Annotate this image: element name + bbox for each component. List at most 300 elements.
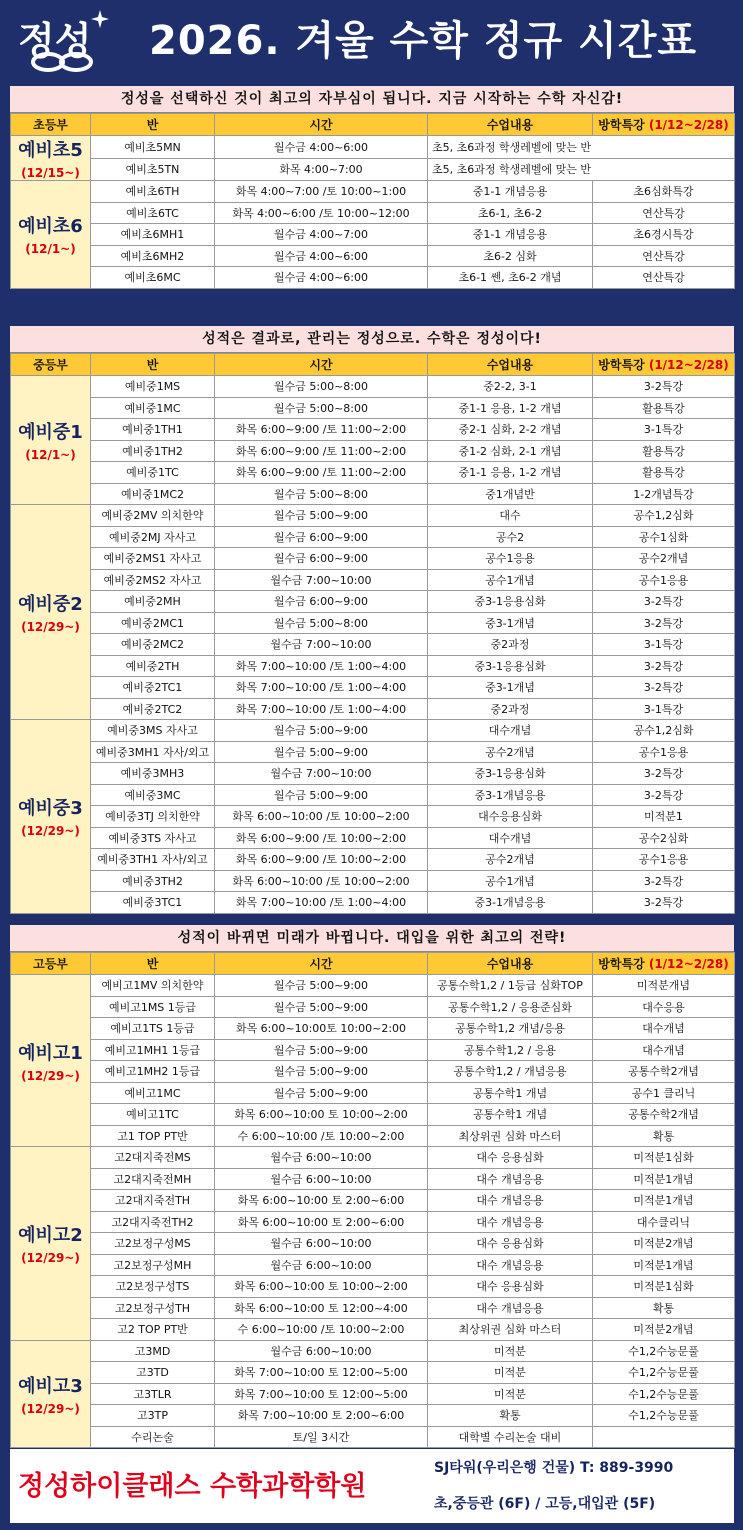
content-cell: 대수개념 xyxy=(428,827,593,849)
header-special-period: (1/12~2/28) xyxy=(648,358,729,372)
content-cell: 초6-1 쎈, 초6-2 개념 xyxy=(428,267,593,289)
schedule-section xyxy=(10,326,734,914)
class-name-cell: 예비중1TH1 xyxy=(91,419,215,441)
header-division: 중등부 xyxy=(11,354,91,376)
time-cell: 화목 6:00~10:00 /토 10:00~2:00 xyxy=(215,806,428,828)
group-cell xyxy=(11,1147,91,1341)
academy-address: SJ타워(우리은행 건물) T: 889-3990 xyxy=(434,1460,674,1476)
section-banner: 정성을 선택하신 것이 최고의 자부심이 됩니다. 지금 시작하는 수학 자신감! xyxy=(10,86,734,113)
time-cell: 월수금 6:00~10:00 xyxy=(215,1147,428,1169)
time-cell: 화목 7:00~10:00 /토 1:00~4:00 xyxy=(215,655,428,677)
academy-name: 정성하이클래스 수학과학학원 xyxy=(18,1471,367,1502)
special-cell: 공수1응용 xyxy=(593,849,735,871)
class-name-cell: 예비고1TS 1등급 xyxy=(91,1018,215,1040)
class-name-cell: 고2대지죽전MS xyxy=(91,1147,215,1169)
table-row xyxy=(11,720,735,742)
time-cell: 화목 7:00~10:00 토 12:00~5:00 xyxy=(215,1383,428,1405)
content-cell: 중3-1개념 xyxy=(428,677,593,699)
content-cell: 대수 응용심화 xyxy=(428,1147,593,1169)
class-name-cell: 예비중2MC2 xyxy=(91,634,215,656)
table-row xyxy=(11,224,735,246)
table-row xyxy=(11,655,735,677)
table-row xyxy=(11,677,735,699)
time-cell: 화목 6:00~9:00 /토 10:00~2:00 xyxy=(215,827,428,849)
content-cell: 공통수학1,2 / 응용 xyxy=(428,1039,593,1061)
group-name: 예비초5 xyxy=(18,140,83,161)
table-row xyxy=(11,806,735,828)
header-time: 시간 xyxy=(215,953,428,975)
content-cell: 최상위권 심화 마스터 xyxy=(428,1125,593,1147)
content-cell: 초5, 초6과정 학생레벨에 맞는 반 xyxy=(428,136,735,159)
time-cell: 화목 7:00~10:00 /토 1:00~4:00 xyxy=(215,892,428,914)
special-cell: 수1,2수능문풀 xyxy=(593,1362,735,1384)
class-name-cell: 고2대지죽전TH2 xyxy=(91,1211,215,1233)
class-name-cell: 예비중1TC xyxy=(91,462,215,484)
group-cell xyxy=(11,1340,91,1448)
content-cell: 미적분 xyxy=(428,1362,593,1384)
group-start-date: (12/29~) xyxy=(21,1251,80,1266)
table-row xyxy=(11,483,735,505)
table-row xyxy=(11,591,735,613)
schedule-table xyxy=(10,113,735,289)
table-row xyxy=(11,870,735,892)
table-row xyxy=(11,1104,735,1126)
table-row xyxy=(11,1190,735,1212)
special-cell: 활용특강 xyxy=(593,462,735,484)
table-row xyxy=(11,505,735,527)
content-cell: 중2과정 xyxy=(428,634,593,656)
content-cell: 대수개념 xyxy=(428,720,593,742)
table-header-row xyxy=(11,114,735,136)
header-class: 반 xyxy=(91,953,215,975)
group-cell xyxy=(11,720,91,914)
content-cell: 중1-2 심화, 2-1 개념 xyxy=(428,440,593,462)
time-cell: 월수금 6:00~10:00 xyxy=(215,1168,428,1190)
header-special-label: 방학특강 xyxy=(598,957,645,971)
special-cell: 미적분1 xyxy=(593,806,735,828)
class-name-cell: 고3TLR xyxy=(91,1383,215,1405)
class-name-cell: 예비중2MJ 자사고 xyxy=(91,526,215,548)
content-cell: 중3-1개념응용 xyxy=(428,784,593,806)
time-cell: 월수금 5:00~8:00 xyxy=(215,376,428,398)
special-cell: 미적분개념 xyxy=(593,975,735,997)
class-name-cell: 예비고1MC xyxy=(91,1082,215,1104)
class-name-cell: 예비중3TC1 xyxy=(91,892,215,914)
header-special xyxy=(593,114,735,136)
table-row xyxy=(11,1340,735,1362)
table-row xyxy=(11,1018,735,1040)
content-cell: 확통 xyxy=(428,1405,593,1427)
time-cell: 월수금 5:00~9:00 xyxy=(215,1039,428,1061)
special-cell: 초6경시특강 xyxy=(593,224,735,246)
class-name-cell: 예비중2MS2 자사고 xyxy=(91,569,215,591)
content-cell: 중1-1 개념응용 xyxy=(428,224,593,246)
table-row xyxy=(11,1147,735,1169)
time-cell: 화목 6:00~9:00 /토 11:00~2:00 xyxy=(215,440,428,462)
class-name-cell: 예비고1MS 1등급 xyxy=(91,996,215,1018)
class-name-cell: 예비초5TN xyxy=(91,158,215,181)
special-cell: 미적분1개념 xyxy=(593,1254,735,1276)
content-cell: 중1-1 개념응용 xyxy=(428,181,593,203)
content-cell: 공통수학1 개념 xyxy=(428,1082,593,1104)
section-banner: 성적은 결과로, 관리는 정성으로. 수학은 정성이다! xyxy=(10,326,734,353)
class-name-cell: 고3TP xyxy=(91,1405,215,1427)
table-row xyxy=(11,892,735,914)
time-cell: 화목 6:00~10:00토 10:00~2:00 xyxy=(215,1018,428,1040)
special-cell: 수1,2수능문풀 xyxy=(593,1405,735,1427)
table-row xyxy=(11,548,735,570)
schedule-section xyxy=(10,925,734,1448)
time-cell: 화목 4:00~7:00 /토 10:00~1:00 xyxy=(215,181,428,203)
special-cell: 미적분2개념 xyxy=(593,1319,735,1341)
table-row xyxy=(11,440,735,462)
table-header-row xyxy=(11,953,735,975)
special-cell: 1-2개념특강 xyxy=(593,483,735,505)
time-cell: 월수금 6:00~9:00 xyxy=(215,591,428,613)
group-name: 예비고1 xyxy=(18,1042,83,1064)
class-name-cell: 예비중1MC2 xyxy=(91,483,215,505)
table-row xyxy=(11,612,735,634)
logo-icon xyxy=(14,6,110,78)
special-cell: 3-2특강 xyxy=(593,677,735,699)
class-name-cell: 예비고1MH2 1등급 xyxy=(91,1061,215,1083)
special-cell: 초6심화특강 xyxy=(593,181,735,203)
content-cell: 대수 개념응용 xyxy=(428,1168,593,1190)
special-cell: 3-1특강 xyxy=(593,419,735,441)
table-row xyxy=(11,1233,735,1255)
class-name-cell: 예비중3TH1 자사/외고 xyxy=(91,849,215,871)
schedule-section xyxy=(10,86,734,289)
special-cell: 수1,2수능문풀 xyxy=(593,1383,735,1405)
time-cell: 월수금 5:00~8:00 xyxy=(215,483,428,505)
time-cell: 월수금 6:00~9:00 xyxy=(215,548,428,570)
content-cell: 초6-1, 초6-2 xyxy=(428,202,593,224)
content-cell: 대학별 수리논술 대비 xyxy=(428,1426,593,1448)
special-cell: 3-2특강 xyxy=(593,763,735,785)
section-banner: 성적이 바뀌면 미래가 바뀝니다. 대입을 위한 최고의 전략! xyxy=(10,925,734,952)
class-name-cell: 고2보정구성MH xyxy=(91,1254,215,1276)
table-row xyxy=(11,1211,735,1233)
class-name-cell: 고2대지죽전MH xyxy=(91,1168,215,1190)
group-name: 예비중2 xyxy=(18,594,83,615)
class-name-cell: 예비중2MC1 xyxy=(91,612,215,634)
time-cell: 월수금 5:00~9:00 xyxy=(215,505,428,527)
time-cell: 월수금 5:00~9:00 xyxy=(215,996,428,1018)
group-start-date: (12/1~) xyxy=(25,242,76,257)
table-row xyxy=(11,1168,735,1190)
group-cell xyxy=(11,505,91,720)
header-special xyxy=(593,953,735,975)
class-name-cell: 예비고1MV 의치한약 xyxy=(91,975,215,997)
table-row xyxy=(11,1061,735,1083)
header-division: 고등부 xyxy=(11,953,91,975)
table-row xyxy=(11,245,735,267)
table-row xyxy=(11,397,735,419)
content-cell: 초6-2 심화 xyxy=(428,245,593,267)
time-cell: 월수금 4:00~6:00 xyxy=(215,245,428,267)
table-row xyxy=(11,181,735,203)
special-cell: 공수1,2심화 xyxy=(593,720,735,742)
time-cell: 월수금 5:00~9:00 xyxy=(215,1082,428,1104)
class-name-cell: 예비중2MS1 자사고 xyxy=(91,548,215,570)
table-row xyxy=(11,158,735,181)
header-special-label: 방학특강 xyxy=(598,358,645,372)
group-cell xyxy=(11,975,91,1147)
group-start-date: (12/29~) xyxy=(21,824,80,839)
class-name-cell: 예비중2TH xyxy=(91,655,215,677)
time-cell: 화목 7:00~10:00 토 2:00~6:00 xyxy=(215,1405,428,1427)
class-name-cell: 예비중3MH3 xyxy=(91,763,215,785)
special-cell: 3-2특강 xyxy=(593,591,735,613)
group-name: 예비고3 xyxy=(18,1375,83,1397)
special-cell: 미적분1개념 xyxy=(593,1190,735,1212)
time-cell: 월수금 5:00~9:00 xyxy=(215,975,428,997)
content-cell: 대수 응용심화 xyxy=(428,1276,593,1298)
class-name-cell: 예비중2TC2 xyxy=(91,698,215,720)
table-row xyxy=(11,1082,735,1104)
content-cell: 대수 개념응용 xyxy=(428,1297,593,1319)
table-row xyxy=(11,1276,735,1298)
class-name-cell: 예비중3TJ 의치한약 xyxy=(91,806,215,828)
academy-floors: 초,중등관 (6F) / 고등,대입관 (5F) xyxy=(434,1496,656,1512)
table-row xyxy=(11,975,735,997)
header xyxy=(0,0,743,82)
special-cell: 공수2심화 xyxy=(593,827,735,849)
content-cell: 중1-1 응용, 1-2 개념 xyxy=(428,462,593,484)
special-cell: 확통 xyxy=(593,1297,735,1319)
content-cell: 중3-1개념응용 xyxy=(428,892,593,914)
group-name: 예비중3 xyxy=(18,798,83,820)
schedule-table xyxy=(10,353,735,914)
content-cell: 초5, 초6과정 학생레벨에 맞는 반 xyxy=(428,158,735,181)
special-cell: 3-2특강 xyxy=(593,612,735,634)
time-cell: 화목 4:00~6:00 /토 10:00~12:00 xyxy=(215,202,428,224)
time-cell: 화목 6:00~10:00 토 10:00~2:00 xyxy=(215,1104,428,1126)
class-name-cell: 예비중2MV 의치한약 xyxy=(91,505,215,527)
special-cell: 연산특강 xyxy=(593,202,735,224)
table-row xyxy=(11,634,735,656)
table-row xyxy=(11,827,735,849)
content-cell: 중2-1 심화, 2-2 개념 xyxy=(428,419,593,441)
special-cell: 공수2개념 xyxy=(593,548,735,570)
group-cell xyxy=(11,376,91,505)
class-name-cell: 예비중2TC1 xyxy=(91,677,215,699)
content-cell: 공통수학1,2 / 개념응용 xyxy=(428,1061,593,1083)
header-time: 시간 xyxy=(215,354,428,376)
class-name-cell: 예비중3TH2 xyxy=(91,870,215,892)
special-cell: 공수1응용 xyxy=(593,569,735,591)
header-content: 수업내용 xyxy=(428,953,593,975)
table-row xyxy=(11,698,735,720)
time-cell: 화목 6:00~10:00 토 2:00~6:00 xyxy=(215,1190,428,1212)
table-row xyxy=(11,1362,735,1384)
class-name-cell: 예비초5MN xyxy=(91,136,215,159)
time-cell: 월수금 4:00~7:00 xyxy=(215,224,428,246)
special-cell: 연산특강 xyxy=(593,245,735,267)
header-special-label: 방학특강 xyxy=(598,118,645,132)
group-start-date: (12/29~) xyxy=(21,1401,80,1416)
class-name-cell: 고2보정구성MS xyxy=(91,1233,215,1255)
table-row xyxy=(11,1297,735,1319)
table-row xyxy=(11,376,735,398)
content-cell: 최상위권 심화 마스터 xyxy=(428,1319,593,1341)
table-row xyxy=(11,419,735,441)
time-cell: 월수금 5:00~8:00 xyxy=(215,397,428,419)
content-cell: 공통수학1,2 / 1등급 심화TOP xyxy=(428,975,593,997)
class-name-cell: 수리논술 xyxy=(91,1426,215,1448)
content-cell: 대수 xyxy=(428,505,593,527)
content-cell: 중3-1응용심화 xyxy=(428,655,593,677)
time-cell: 월수금 7:00~10:00 xyxy=(215,763,428,785)
class-name-cell: 예비중3MH1 자사/외고 xyxy=(91,741,215,763)
time-cell: 월수금 7:00~10:00 xyxy=(215,634,428,656)
class-name-cell: 예비중1MC xyxy=(91,397,215,419)
content-cell: 공수1개념 xyxy=(428,870,593,892)
special-cell: 3-2특강 xyxy=(593,376,735,398)
time-cell: 월수금 5:00~9:00 xyxy=(215,784,428,806)
time-cell: 월수금 6:00~9:00 xyxy=(215,526,428,548)
table-row xyxy=(11,1125,735,1147)
time-cell: 화목 4:00~7:00 xyxy=(215,158,428,181)
special-cell: 공수1심화 xyxy=(593,526,735,548)
special-cell: 3-2특강 xyxy=(593,870,735,892)
time-cell: 화목 6:00~10:00 토 12:00~4:00 xyxy=(215,1297,428,1319)
table-row xyxy=(11,1039,735,1061)
class-name-cell: 고3TD xyxy=(91,1362,215,1384)
svg-text:정성: 정성 xyxy=(18,19,92,63)
special-cell: 활용특강 xyxy=(593,397,735,419)
time-cell: 화목 6:00~10:00 토 2:00~6:00 xyxy=(215,1211,428,1233)
special-cell: 미적분1심화 xyxy=(593,1147,735,1169)
time-cell: 월수금 6:00~10:00 xyxy=(215,1233,428,1255)
class-name-cell: 예비고1MH1 1등급 xyxy=(91,1039,215,1061)
content-cell: 대수응용심화 xyxy=(428,806,593,828)
content-cell: 공수1응용 xyxy=(428,548,593,570)
content-cell: 중1개념반 xyxy=(428,483,593,505)
group-name: 예비초6 xyxy=(18,216,83,238)
special-cell: 대수개념 xyxy=(593,1039,735,1061)
time-cell: 토/일 3시간 xyxy=(215,1426,428,1448)
header-special xyxy=(593,354,735,376)
time-cell: 월수금 4:00~6:00 xyxy=(215,267,428,289)
time-cell: 월수금 5:00~9:00 xyxy=(215,741,428,763)
special-cell: 활용특강 xyxy=(593,440,735,462)
special-cell: 확통 xyxy=(593,1125,735,1147)
group-start-date: (12/29~) xyxy=(21,620,80,634)
time-cell: 화목 6:00~9:00 /토 11:00~2:00 xyxy=(215,462,428,484)
footer xyxy=(10,1449,734,1523)
content-cell: 공수2개념 xyxy=(428,741,593,763)
content-cell: 대수 개념응용 xyxy=(428,1254,593,1276)
table-row xyxy=(11,763,735,785)
time-cell: 월수금 6:00~10:00 xyxy=(215,1340,428,1362)
content-cell: 공수2 xyxy=(428,526,593,548)
special-cell: 대수개념 xyxy=(593,1018,735,1040)
special-cell: 공수1,2심화 xyxy=(593,505,735,527)
content-cell: 공수2개념 xyxy=(428,849,593,871)
group-cell xyxy=(11,181,91,289)
content-cell: 중3-1응용심화 xyxy=(428,763,593,785)
special-cell: 공통수학2개념 xyxy=(593,1104,735,1126)
header-class: 반 xyxy=(91,354,215,376)
table-row xyxy=(11,267,735,289)
table-row xyxy=(11,1383,735,1405)
class-name-cell: 예비고1TC xyxy=(91,1104,215,1126)
class-name-cell: 고1 TOP PT반 xyxy=(91,1125,215,1147)
special-cell: 미적분1개념 xyxy=(593,1168,735,1190)
class-name-cell: 예비중1MS xyxy=(91,376,215,398)
table-row xyxy=(11,741,735,763)
special-cell: 공통수학2개념 xyxy=(593,1061,735,1083)
special-cell: 연산특강 xyxy=(593,267,735,289)
special-cell: 대수클리닉 xyxy=(593,1211,735,1233)
table-header-row xyxy=(11,354,735,376)
class-name-cell: 예비초6MC xyxy=(91,267,215,289)
content-cell: 중3-1응용심화 xyxy=(428,591,593,613)
class-name-cell: 고2보정구성TS xyxy=(91,1276,215,1298)
group-start-date: (12/1~) xyxy=(25,448,76,462)
class-name-cell: 예비초6TC xyxy=(91,202,215,224)
class-name-cell: 고2보정구성TH xyxy=(91,1297,215,1319)
time-cell: 월수금 5:00~8:00 xyxy=(215,612,428,634)
time-cell: 월수금 5:00~9:00 xyxy=(215,1061,428,1083)
group-name: 예비중1 xyxy=(18,422,83,443)
table-row xyxy=(11,1405,735,1427)
schedule-table xyxy=(10,952,735,1448)
table-row xyxy=(11,1319,735,1341)
table-row xyxy=(11,849,735,871)
class-name-cell: 예비중3MS 자사고 xyxy=(91,720,215,742)
time-cell: 월수금 6:00~10:00 xyxy=(215,1254,428,1276)
header-content: 수업내용 xyxy=(428,354,593,376)
group-start-date: (12/29~) xyxy=(21,1068,80,1083)
content-cell: 대수 개념응용 xyxy=(428,1211,593,1233)
page-title: 2026. 겨울 수학 정규 시간표 xyxy=(149,18,697,64)
content-cell: 미적분 xyxy=(428,1340,593,1362)
special-cell: 공수1응용 xyxy=(593,741,735,763)
content-cell: 미적분 xyxy=(428,1383,593,1405)
class-name-cell: 고3MD xyxy=(91,1340,215,1362)
special-cell xyxy=(593,1426,735,1448)
content-cell: 중2-2, 3-1 xyxy=(428,376,593,398)
time-cell: 수 6:00~10:00 /토 10:00~2:00 xyxy=(215,1319,428,1341)
group-start-date: (12/15~) xyxy=(21,166,80,180)
table-row xyxy=(11,526,735,548)
header-content: 수업내용 xyxy=(428,114,593,136)
class-name-cell: 예비중1TH2 xyxy=(91,440,215,462)
content-cell: 대수 개념응용 xyxy=(428,1190,593,1212)
table-row xyxy=(11,996,735,1018)
header-class: 반 xyxy=(91,114,215,136)
special-cell: 3-2특강 xyxy=(593,892,735,914)
time-cell: 월수금 7:00~10:00 xyxy=(215,569,428,591)
time-cell: 월수금 4:00~6:00 xyxy=(215,136,428,159)
class-name-cell: 예비초6TH xyxy=(91,181,215,203)
content-cell: 대수 응용심화 xyxy=(428,1233,593,1255)
time-cell: 수 6:00~10:00 /토 10:00~2:00 xyxy=(215,1125,428,1147)
header-time: 시간 xyxy=(215,114,428,136)
special-cell: 3-1특강 xyxy=(593,698,735,720)
special-cell: 3-2특강 xyxy=(593,784,735,806)
table-row xyxy=(11,569,735,591)
special-cell: 대수응용 xyxy=(593,996,735,1018)
class-name-cell: 고2 TOP PT반 xyxy=(91,1319,215,1341)
special-cell: 미적분1심화 xyxy=(593,1276,735,1298)
time-cell: 화목 7:00~10:00 토 12:00~5:00 xyxy=(215,1362,428,1384)
special-cell: 공수1 클리닉 xyxy=(593,1082,735,1104)
content-cell: 중1-1 응용, 1-2 개념 xyxy=(428,397,593,419)
class-name-cell: 예비중2MH xyxy=(91,591,215,613)
